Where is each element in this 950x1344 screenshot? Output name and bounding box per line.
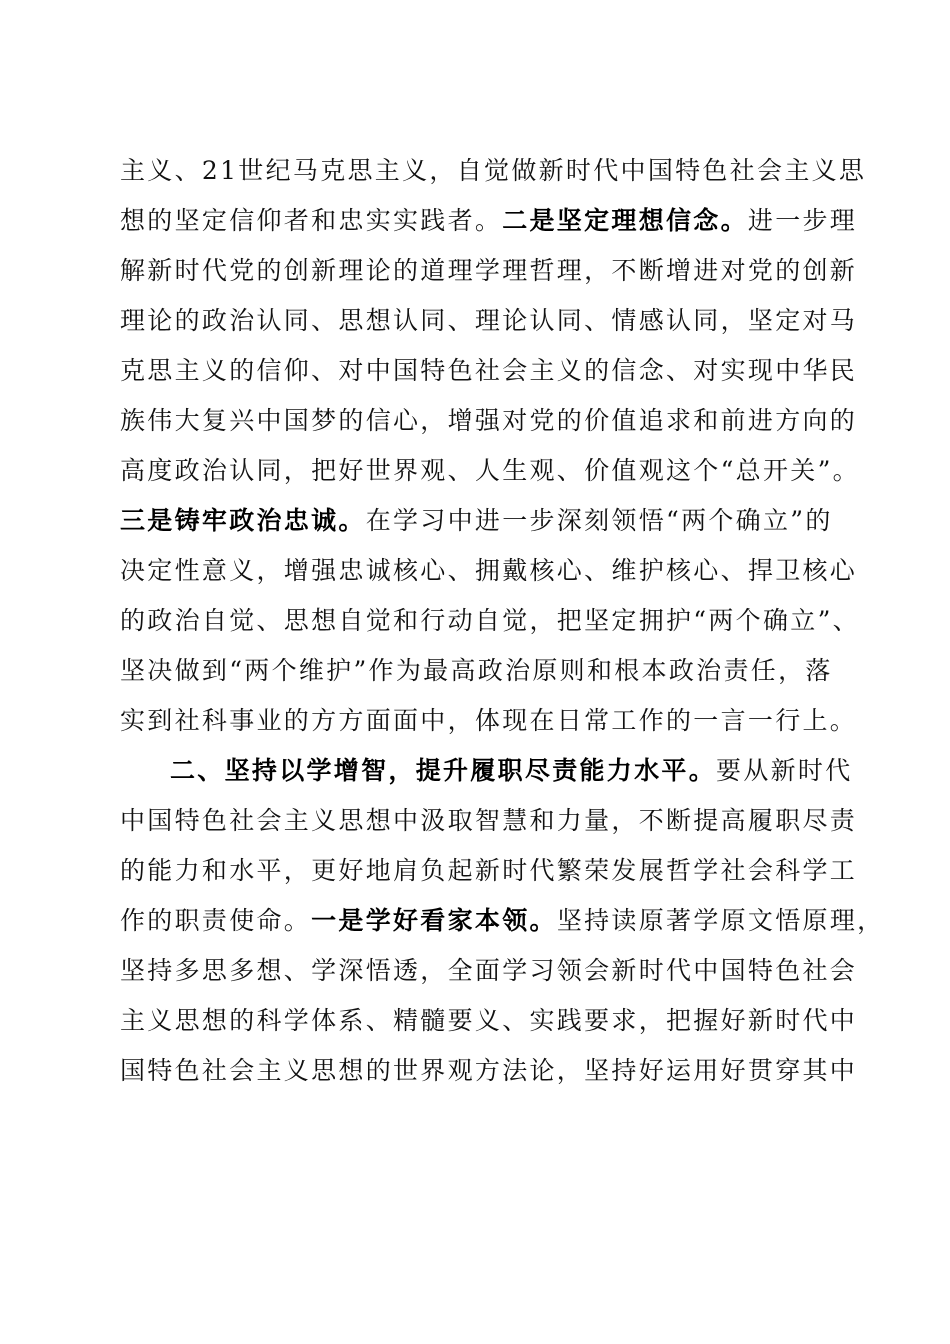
text-line — [120, 846, 858, 896]
body-text: 的能力和水平，更好地肩负起新时代繁荣发展哲学社会科学工 — [120, 856, 858, 885]
text-line — [120, 546, 858, 596]
body-text: 坚持多思多想、学深悟透，全面学习领会新时代中国特色社会 — [120, 956, 858, 985]
body-text: 高度政治认同，把好世界观、人生观、价值观这个“总开关”。 — [120, 456, 860, 485]
text-line — [120, 496, 832, 546]
body-text: 的政治自觉、思想自觉和行动自觉，把坚定拥护“两个确立”、 — [120, 606, 860, 635]
text-line — [120, 696, 858, 746]
text-line — [120, 896, 885, 946]
document-body-text — [120, 146, 885, 1096]
body-text: 国特色社会主义思想的世界观方法论，坚持好运用好贯穿其中 — [120, 1056, 858, 1085]
body-text: 在学习中进一步深刻领悟“两个确立”的 — [365, 506, 833, 535]
body-text: 作的职责使命。 — [120, 906, 312, 935]
body-text: 克思主义的信仰、对中国特色社会主义的信念、对实现中华民 — [120, 356, 858, 385]
text-line — [120, 196, 858, 246]
body-text: 中国特色社会主义思想中汲取智慧和力量，不断提高履职尽责 — [120, 806, 858, 835]
text-line — [120, 446, 860, 496]
text-line — [120, 346, 858, 396]
text-line — [120, 596, 860, 646]
body-text: 要从新时代 — [716, 756, 853, 785]
paragraph-heading-line — [120, 746, 853, 796]
body-text: 理论的政治认同、思想认同、理论认同、情感认同，坚定对马 — [120, 306, 858, 335]
body-text: 主义、21世纪马克思主义，自觉做新时代中国特色社会主义思 — [120, 156, 867, 185]
body-text: 坚持读原著学原文悟原理， — [556, 906, 885, 935]
body-text: 坚决做到“两个维护”作为最高政治原则和根本政治责任，落 — [120, 656, 833, 685]
text-line — [120, 246, 858, 296]
text-line — [120, 946, 858, 996]
text-line — [120, 146, 867, 196]
text-line — [120, 796, 858, 846]
text-line — [120, 646, 832, 696]
bold-heading-text: 二是坚定理想信念。 — [502, 206, 748, 235]
text-line — [120, 996, 858, 1046]
body-text: 进一步理 — [747, 206, 858, 235]
body-text: 决定性意义，增强忠诚核心、拥戴核心、维护核心、捍卫核心 — [120, 556, 858, 585]
text-line — [120, 1046, 858, 1096]
body-text: 想的坚定信仰者和忠实实践者。 — [120, 206, 503, 235]
bold-heading-text: 三是铸牢政治忠诚。 — [120, 506, 366, 535]
text-line — [120, 296, 858, 346]
bold-heading-text: 二、坚持以学增智，提升履职尽责能力水平。 — [170, 756, 717, 785]
body-text: 主义思想的科学体系、精髓要义、实践要求，把握好新时代中 — [120, 1006, 858, 1035]
body-text: 族伟大复兴中国梦的信心，增强对党的价值追求和前进方向的 — [120, 406, 858, 435]
body-text: 解新时代党的创新理论的道理学理哲理，不断增进对党的创新 — [120, 256, 858, 285]
body-text: 实到社科事业的方方面面中，体现在日常工作的一言一行上。 — [120, 706, 858, 735]
text-line — [120, 396, 858, 446]
bold-heading-text: 一是学好看家本领。 — [311, 906, 557, 935]
